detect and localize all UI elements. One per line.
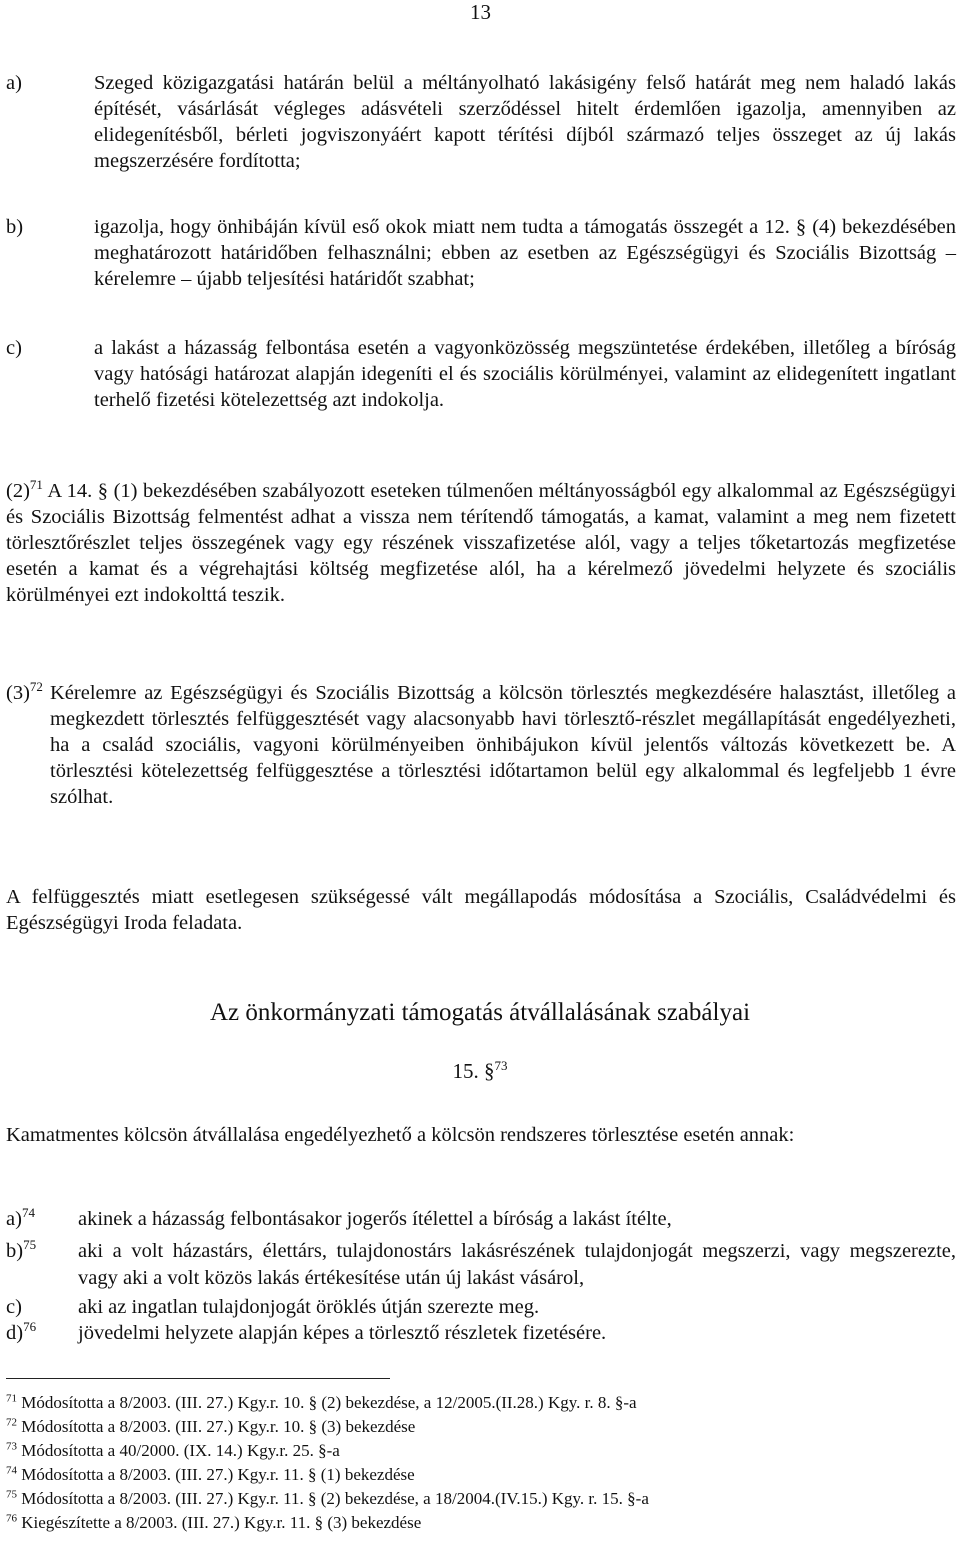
footnote: $^{74}$ Módosította a 8/2003. (III. 27.) Kgy.r. 11. § (1) bekezdése [6,1464,415,1484]
list-text: jövedelmi helyzete alapján képes a törlesztő részletek fizetésére. [78,1322,607,1344]
footnote: $^{72}$ Módosította a 8/2003. (III. 27.) Kgy.r. 10. § (3) bekezdése [6,1416,416,1436]
section-heading: Az önkormányzati támogatás átvállalásának szabályai [209,999,751,1026]
footnote-number: 73 [6,1440,17,1453]
list-item-a [6,70,956,174]
page-number: 13 [470,0,491,24]
list-item-c [6,335,956,413]
list-item-b [6,214,956,292]
list-label: d)$^{76}$ [6,1319,37,1344]
list-text: aki az ingatlan tulajdonjogát öröklés útján szerezte meg. [78,1296,540,1318]
footnote-ref: 73 [494,1058,508,1073]
footnote-number: 76 [6,1512,17,1525]
list2-item-a [6,1206,956,1233]
list-text: igazolja, hogy önhibáján kívül eső okok miatt nem tudta a támogatás összegét a 12. § (4) bekezdésében meghatározott határidőben felhasználni; ebben az esetben az Egészségügyi és Szociális Bizottság – kérelemre – újabb teljesítési határidőt szabhat; [94,216,956,290]
footnote-number: 72 [6,1416,17,1429]
intro-paragraph: Kamatmentes kölcsön átvállalása engedélyezhető a kölcsön rendszeres törlesztése esetén annak: [6,1124,795,1146]
list2-item-b [6,1238,956,1292]
list-text: a lakást a házasság felbontása esetén a vagyonközösség megszüntetése érdekében, illetőleg a bíróság vagy hatósági határozat alapján idegeníti el és szociális körülményei, valamint az elidegenített ingatlant terhelő fizetési kötelezettség azt indokolja. [94,337,956,411]
footnote-number: 71 [6,1392,17,1405]
paragraph-2 [6,478,956,608]
list-label: c) [6,337,22,359]
list-text: Szeged közigazgatási határán belül a méltányolható lakásigény felső határát meg nem haladó lakás építését, vásárlását végleges adásvételi szerződéssel hitelt érdemlően igazolja, amennyiben az elidegenítésből, bérleti jogviszonyáért kapott térítési díjból származó teljes összeget az új lakás megszerzésére fordította; [94,72,956,172]
paragraph-text: A 14. § (1) bekezdésében szabályozott eseteken túlmenően méltányosságból egy alkalommal az Egészségügyi és Szociális Bizottság felmentést adhat a vissza nem térítendő támogatás, a kamat, valamint a meg nem fizetett törlesztőrészlet teljes összegének vagy egy részének visszafizetése alól, vagy a teljes tőketartozás megfizetése esetén a kamat és a végrehajtási költség megfizetése alól, ha a kérelmező jövedelmi helyzete és szociális körülményei ezt indokolttá teszik. [6,480,956,606]
footnote: $^{75}$ Módosította a 8/2003. (III. 27.) Kgy.r. 11. § (2) bekezdése, a 18/2004.(IV.15.) Kgy. r. 15. §-a [6,1488,649,1508]
footnote-ref: 72 [29,679,43,695]
footnote-ref: 74 [21,1205,35,1221]
list-label: a) [6,72,22,94]
list2-item-c [6,1294,956,1321]
list2-item-d [6,1320,956,1347]
footnote: $^{71}$ Módosította a 8/2003. (III. 27.) Kgy.r. 10. § (2) bekezdése, a 12/2005.(II.28.) Kgy. r. 8. §-a [6,1392,637,1412]
paragraph-4: A felfüggesztés miatt esetlegesen szükségessé vált megállapodás módosítása a Szociális, Családvédelmi és Egészségügyi Iroda feladata. [6,886,956,934]
footnote-number: 74 [6,1464,17,1477]
footnote-ref: 76 [23,1319,37,1335]
list-label: a)$^{74}$ [6,1205,35,1230]
list-label: c) [6,1296,22,1318]
list-label: b) [6,216,24,238]
list-text: aki a volt házastárs, élettárs, tulajdonostárs lakásrészének tulajdonjogát megszerzi, vagy megszerezte, vagy aki a volt közös lakás értékesítése után új lakást vásárol, [78,1240,956,1289]
paragraph-number: (2) [6,480,30,502]
footnote-ref: 71 [29,477,43,493]
section-number: 15. §$^{73}$ [452,1058,508,1083]
footnote-divider [6,1378,390,1379]
footnote: $^{73}$ Módosította a 40/2000. (IX. 14.) Kgy.r. 25. §-a [6,1440,340,1460]
paragraph-3 [6,680,956,810]
footnote-ref: 75 [23,1237,37,1253]
footnote-number: 75 [6,1488,17,1501]
list-text: akinek a házasság felbontásakor jogerős ítélettel a bíróság a lakást ítélte, [78,1208,672,1230]
paragraph-text: Kérelemre az Egészségügyi és Szociális Bizottság a kölcsön törlesztés megkezdésére halasztást, illetőleg a megkezdett törlesztés felfüggesztését vagy alacsonyabb havi törlesztő-részlet megállapítását engedélyezheti, ha a család szociális, vagyoni körülményeiben önhibájukon kívül jelentős változás következett be. A törlesztési kötelezettség felfüggesztése a törlesztési időtartamon belül egy alkalommal és legfeljebb 1 évre szólhat. [50,682,956,808]
paragraph-number: $(3)^{72}$ [6,679,43,704]
list-label: b)$^{75}$ [6,1237,37,1262]
footnote: $^{76}$ Kiegészítette a 8/2003. (III. 27.) Kgy.r. 11. § (3) bekezdése [6,1512,422,1532]
